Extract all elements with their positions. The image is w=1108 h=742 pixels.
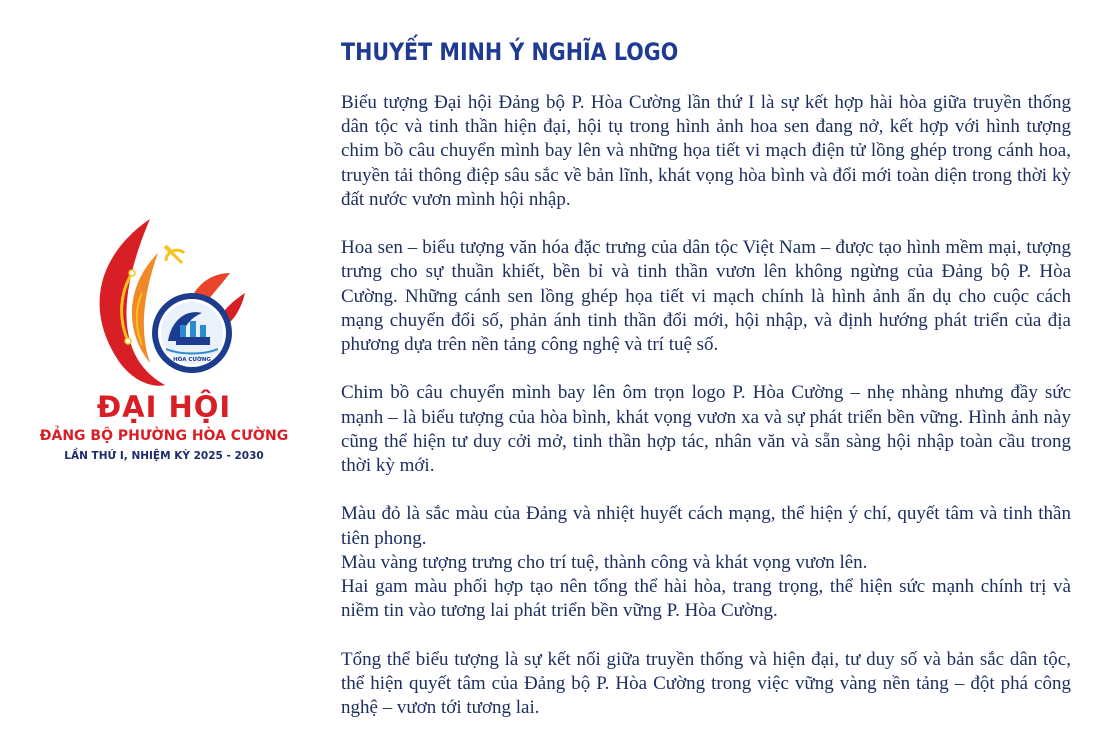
logo-title: ĐẠI HỘI <box>96 390 232 424</box>
color-red-line: Màu đỏ là sắc màu của Đảng và nhiệt huyết cách mạng, thể hiện ý chí, quyết tâm và tinh thần tiên phong. <box>341 503 1071 549</box>
paragraph-closing: Tổng thể biểu tượng là sự kết nối giữa truyền thống và hiện đại, tư duy số và bản sắc dân tộc, thể hiện quyết tâm của Đảng bộ P. Hòa Cường trong việc vững vàng nền tảng – đột phá công nghệ – vươn tới tương lai. <box>341 648 1071 719</box>
color-combined-line: Hai gam màu phối hợp tạo nên tổng thể hài hòa, trang trọng, thể hiện sức mạnh chính trị và niềm tin vào tương lai phát triển bền vững P. Hòa Cường. <box>341 576 1071 622</box>
page-title: THUYẾT MINH Ý NGHĨA LOGO <box>341 38 679 66</box>
logo-subtitle: ĐẢNG BỘ PHƯỜNG HÒA CƯỜNG <box>39 428 289 444</box>
paragraph-lotus: Hoa sen – biểu tượng văn hóa đặc trưng của dân tộc Việt Nam – được tạo hình mềm mại, tượng trưng cho sự thuần khiết, bền bỉ và tinh thần vươn lên không ngừng của Đảng bộ P. Hòa Cường. Những cánh sen lồng ghép họa tiết vi mạch chính là hình ảnh ẩn dụ cho cuộc cách mạng chuyển đổi số, phản ánh tinh thần đổi mới, hội nhập, và định hướng phát triển của địa phương dựa trên nền tảng công nghệ và trí tuệ số. <box>341 237 1071 356</box>
congress-logo <box>14 205 314 475</box>
lotus-flame-emblem-icon <box>80 213 250 393</box>
emblem-label: HÒA CƯỜNG <box>173 357 211 363</box>
color-yellow-line: Màu vàng tượng trưng cho trí tuệ, thành công và khát vọng vươn lên. <box>341 551 868 573</box>
paragraph-dove: Chim bồ câu chuyển mình bay lên ôm trọn logo P. Hòa Cường – nhẹ nhàng nhưng đầy sức mạnh – là biểu tượng của hòa bình, khát vọng vươn xa và sự phát triển bền vững. Hình ảnh này cũng thể hiện tư duy cởi mở, tinh thần hợp tác, nhân văn và sẵn sàng hội nhập toàn cầu trong thời kỳ mới. <box>341 382 1071 477</box>
logo-explanation <box>341 91 1071 742</box>
paragraph-intro: Biểu tượng Đại hội Đảng bộ P. Hòa Cường lần thứ I là sự kết hợp hài hòa giữa truyền thống dân tộc và tinh thần hiện đại, hội tụ trong hình ảnh hoa sen đang nở, kết hợp với hình tượng chim bồ câu chuyển mình bay lên và những họa tiết vi mạch điện tử lồng ghép trong cánh hoa, truyền tải thông điệp sâu sắc về bản lĩnh, khát vọng hòa bình và đổi mới toàn diện trong thời kỳ đất nước vươn mình hội nhập. <box>341 92 1071 210</box>
logo-term: LẦN THỨ I, NHIỆM KỲ 2025 - 2030 <box>64 450 264 462</box>
paragraph-colors <box>341 502 1071 623</box>
